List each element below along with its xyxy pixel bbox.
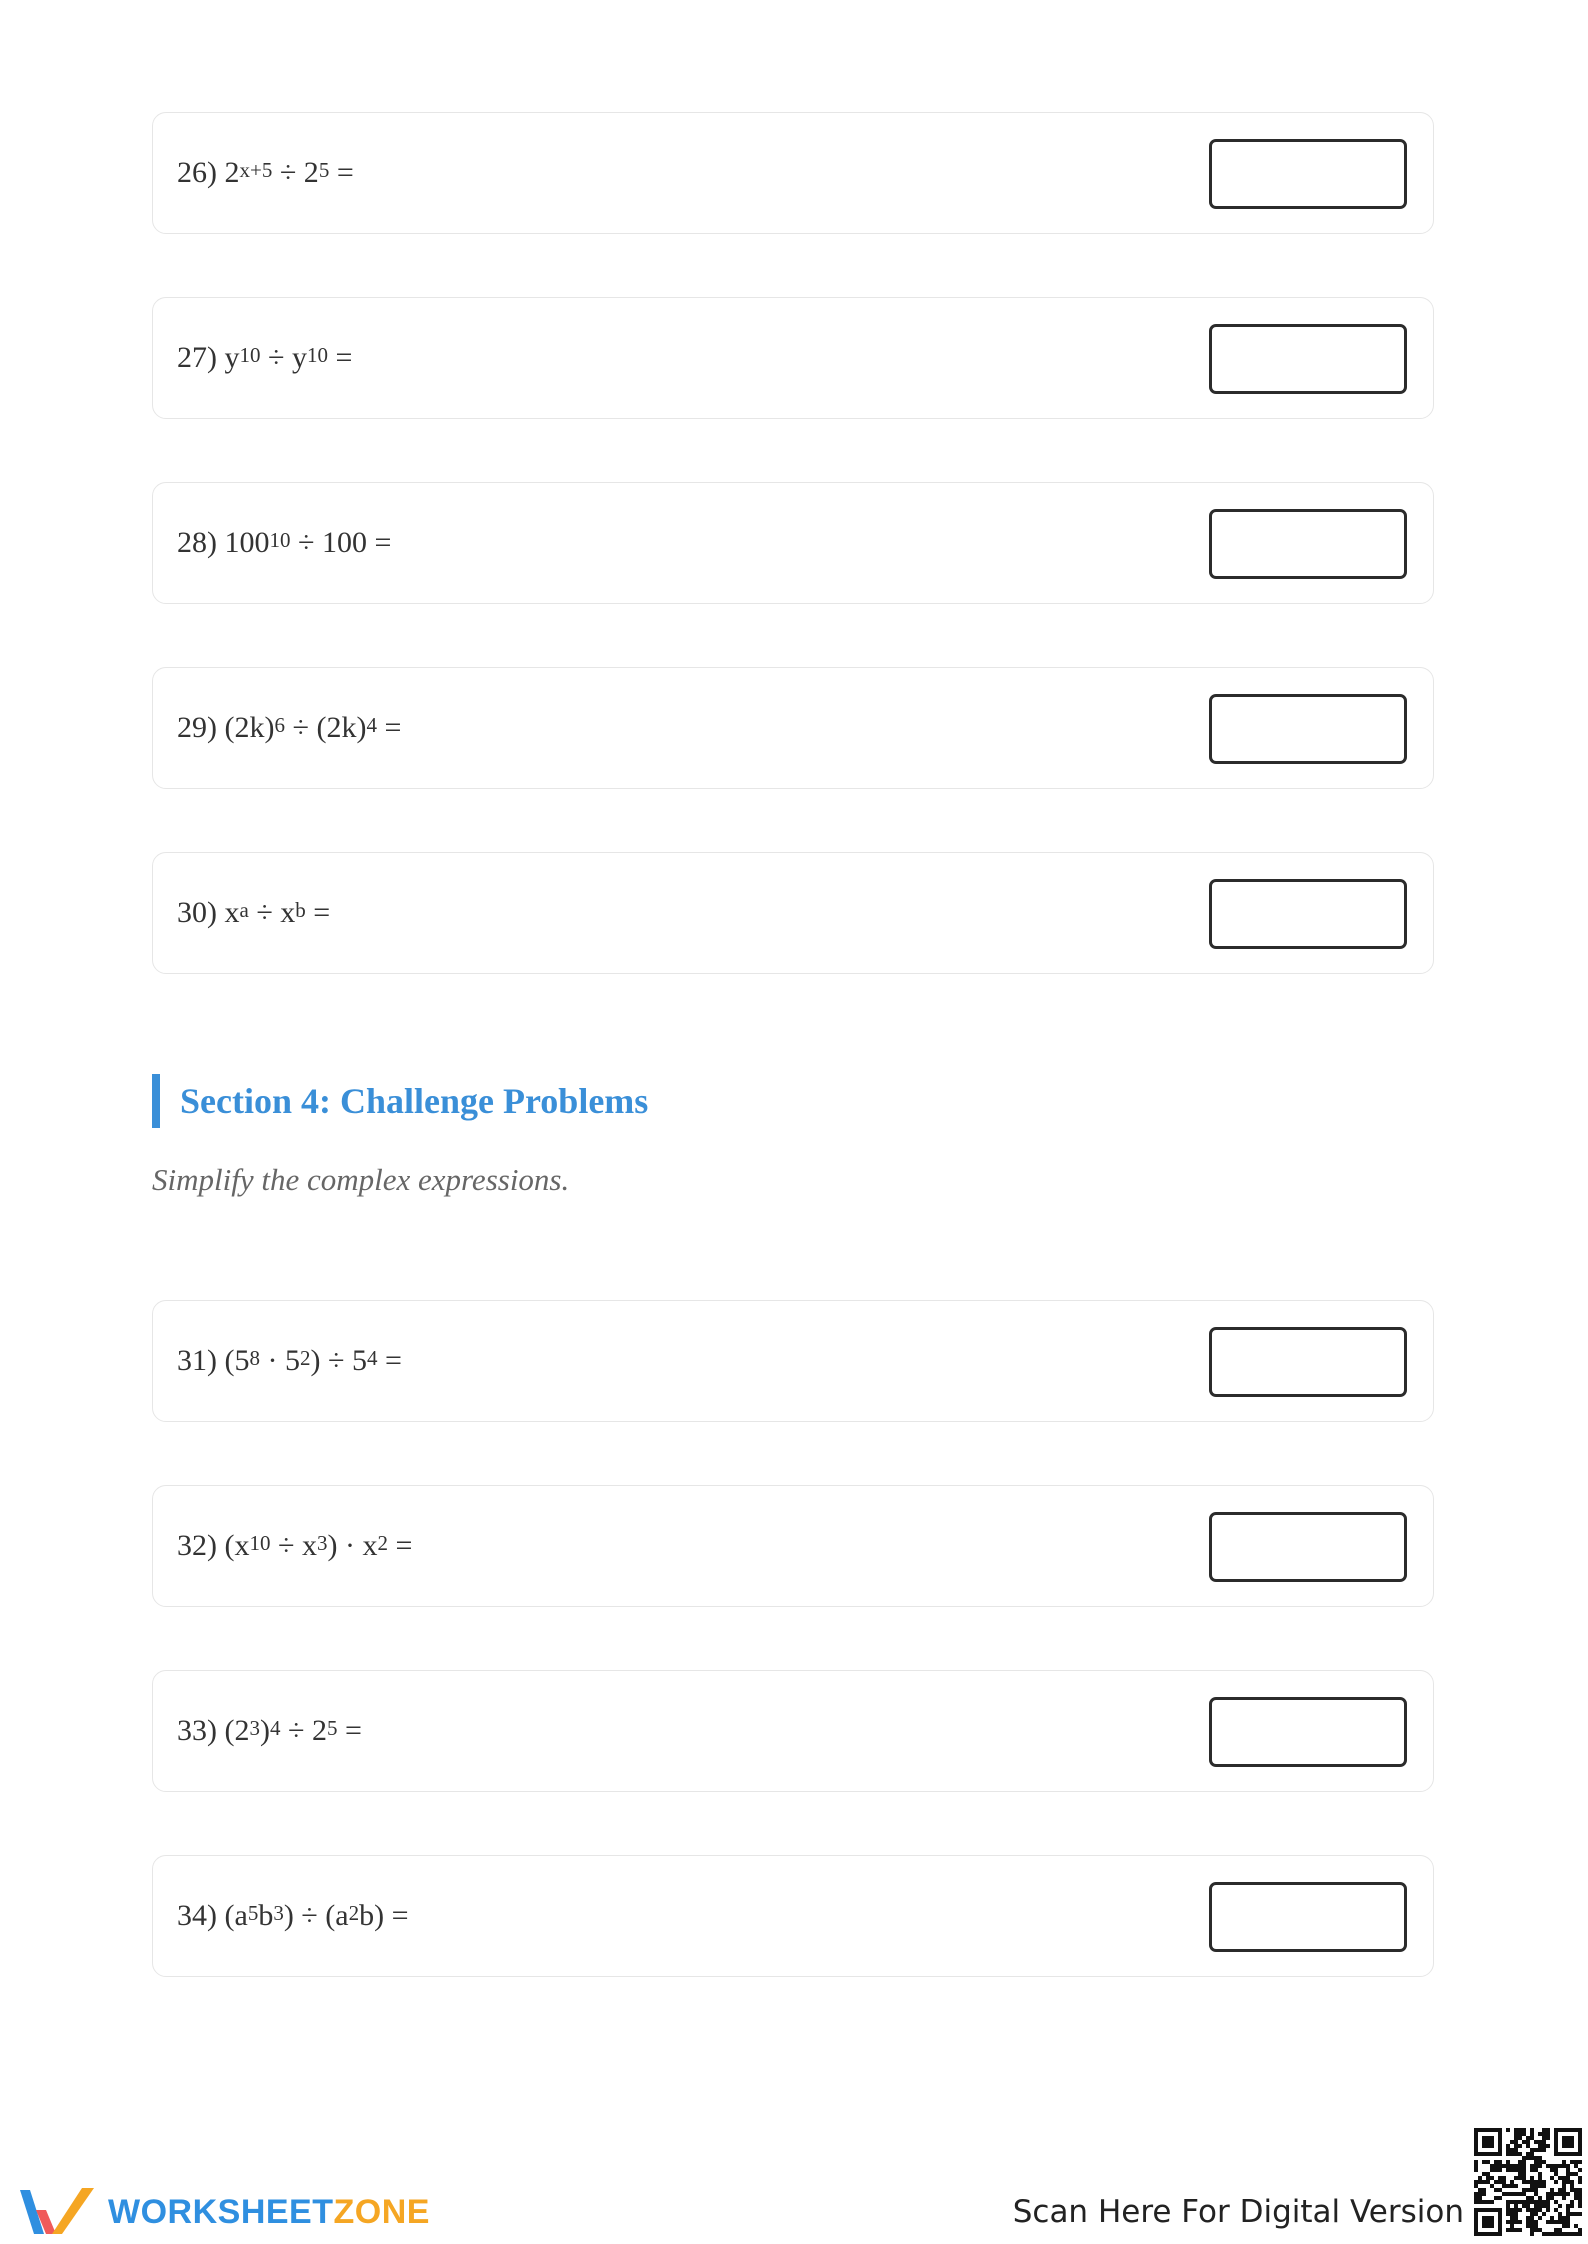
question-text <box>177 853 330 973</box>
exponent: 4 <box>270 1715 281 1740</box>
exponent: 10 <box>249 1530 271 1555</box>
expression-base: = <box>305 896 331 929</box>
expression-base: b <box>258 1899 274 1932</box>
expression-base: ÷ 100 = <box>290 526 392 559</box>
question-text <box>177 1301 402 1421</box>
exponent: 10 <box>239 342 261 367</box>
answer-box[interactable] <box>1209 879 1407 949</box>
exponent: 3 <box>249 1715 260 1740</box>
question-card <box>152 1855 1434 1977</box>
answer-box[interactable] <box>1209 324 1407 394</box>
expression-base: ) ÷ (a <box>283 1899 349 1932</box>
expression-base: (2k) <box>224 711 275 744</box>
exponent: 5 <box>247 1900 259 1925</box>
expression-base: x <box>224 896 240 929</box>
exponent: 2 <box>377 1530 388 1555</box>
exponent: 2 <box>348 1900 360 1925</box>
expression-base: = <box>377 1344 402 1377</box>
expression-base: (2 <box>224 1714 250 1747</box>
expression-base: ÷ (2k) <box>284 711 367 744</box>
answer-box[interactable] <box>1209 1697 1407 1767</box>
question-text <box>177 113 354 233</box>
exponent: 2 <box>300 1345 311 1370</box>
question-number: 30) <box>177 896 217 929</box>
expression-base: · 5 <box>260 1344 300 1377</box>
answer-box[interactable] <box>1209 694 1407 764</box>
question-card <box>152 852 1434 974</box>
qr-code-icon[interactable] <box>1474 2128 1582 2236</box>
exponent: 3 <box>316 1530 328 1555</box>
question-card <box>152 1485 1434 1607</box>
section-instructions: Simplify the complex expressions. <box>152 1162 570 1197</box>
expression-base: 2 <box>224 156 240 189</box>
exponent: 10 <box>306 342 328 367</box>
expression-base: ÷ x <box>270 1529 317 1562</box>
brand-part-1: WORKSHEET <box>108 2192 334 2231</box>
expression-base: ÷ 2 <box>280 1714 327 1747</box>
exponent: 5 <box>326 1715 338 1740</box>
expression-base: (a <box>224 1899 248 1932</box>
answer-box[interactable] <box>1209 509 1407 579</box>
question-text <box>177 668 401 788</box>
scan-instruction: Scan Here For Digital Version <box>1012 2194 1464 2230</box>
brand-name <box>108 2193 430 2232</box>
question-card <box>152 482 1434 604</box>
exponent: 10 <box>269 527 291 552</box>
exponent: b <box>295 897 306 922</box>
question-text <box>177 298 352 418</box>
exponent: 6 <box>274 712 285 737</box>
section-accent-bar <box>152 1074 160 1128</box>
question-text <box>177 1671 362 1791</box>
exponent: 8 <box>249 1345 260 1370</box>
expression-base: ÷ 2 <box>272 156 319 189</box>
expression-base: = <box>376 711 402 744</box>
section-heading <box>152 1074 648 1128</box>
exponent: 5 <box>318 157 330 182</box>
expression-base: = <box>327 341 353 374</box>
answer-box[interactable] <box>1209 1512 1407 1582</box>
question-number: 28) <box>177 526 217 559</box>
answer-box[interactable] <box>1209 1327 1407 1397</box>
worksheetzone-logo <box>18 2184 430 2240</box>
expression-base: (x <box>224 1529 250 1562</box>
section-title: Section 4: Challenge Problems <box>180 1081 649 1121</box>
question-card <box>152 112 1434 234</box>
expression-base: 100 <box>224 526 270 559</box>
question-number: 31) <box>177 1344 217 1377</box>
question-number: 34) <box>177 1899 217 1932</box>
expression-base: ÷ x <box>248 896 296 929</box>
expression-base: ) ÷ 5 <box>310 1344 367 1377</box>
expression-base: = <box>337 1714 362 1747</box>
expression-base: (5 <box>224 1344 250 1377</box>
question-text <box>177 1856 409 1976</box>
question-card <box>152 667 1434 789</box>
exponent: a <box>239 897 249 922</box>
worksheetzone-logo-icon <box>18 2184 96 2240</box>
expression-base: ) · x <box>327 1529 378 1562</box>
question-number: 32) <box>177 1529 217 1562</box>
exponent: 4 <box>366 1345 378 1370</box>
question-text <box>177 483 391 603</box>
answer-box[interactable] <box>1209 1882 1407 1952</box>
answer-box[interactable] <box>1209 139 1407 209</box>
question-card <box>152 297 1434 419</box>
exponent: x+5 <box>239 157 273 182</box>
question-card <box>152 1300 1434 1422</box>
question-card <box>152 1670 1434 1792</box>
exponent: 3 <box>273 1900 284 1925</box>
expression-base: = <box>329 156 354 189</box>
brand-part-2: ZONE <box>333 2192 430 2231</box>
expression-base: = <box>387 1529 413 1562</box>
exponent: 4 <box>366 712 377 737</box>
question-number: 33) <box>177 1714 217 1747</box>
expression-base: ) <box>260 1714 270 1747</box>
expression-base: b) = <box>359 1899 409 1932</box>
expression-base: ÷ y <box>260 341 307 374</box>
question-text <box>177 1486 412 1606</box>
question-number: 26) <box>177 156 217 189</box>
question-number: 27) <box>177 341 217 374</box>
expression-base: y <box>224 341 240 374</box>
question-number: 29) <box>177 711 217 744</box>
